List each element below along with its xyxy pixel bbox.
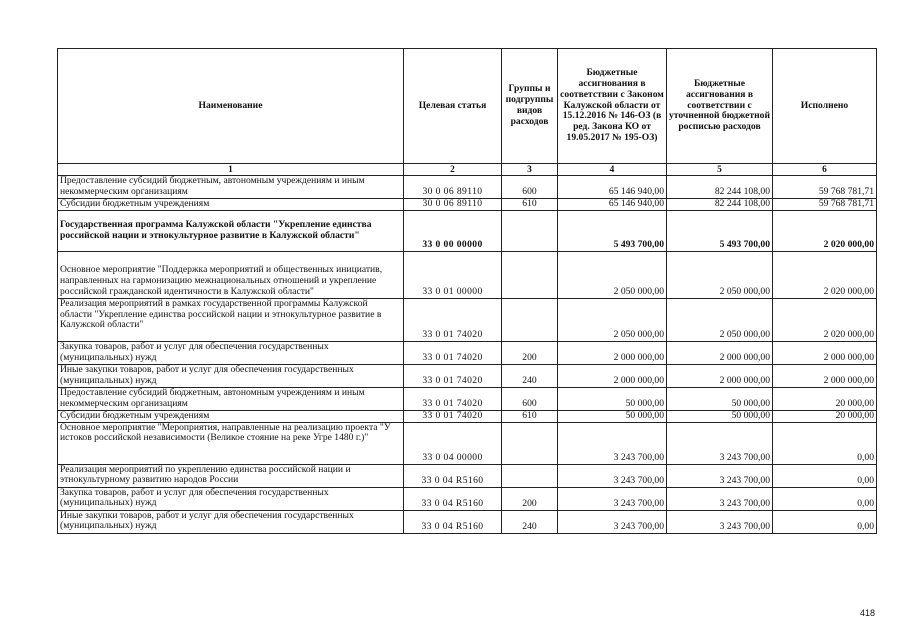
row-executed-amount: 0,00 — [773, 464, 877, 487]
row-target-article: 30 0 06 89110 — [404, 176, 502, 199]
row-name: Государственная программа Калужской области "Укрепление единства российской нации и этнокультурное развитие в Калужской области" — [58, 210, 404, 251]
row-plan-amount: 2 000 000,00 — [667, 364, 773, 387]
table-row — [58, 341, 877, 364]
row-plan-amount: 5 493 700,00 — [667, 210, 773, 251]
row-name: Субсидии бюджетным учреждениям — [58, 199, 404, 211]
row-expense-group: 600 — [502, 176, 558, 199]
row-target-article: 33 0 00 00000 — [404, 210, 502, 251]
row-expense-group — [502, 210, 558, 251]
row-name: Иные закупки товаров, работ и услуг для обеспечения государственных (муниципальных) нужд — [58, 510, 404, 533]
row-law-amount: 50 000,00 — [558, 387, 667, 410]
row-executed-amount: 2 000 000,00 — [773, 341, 877, 364]
table-row — [58, 487, 877, 510]
row-target-article: 33 0 01 74020 — [404, 364, 502, 387]
row-expense-group: 240 — [502, 510, 558, 533]
row-expense-group: 200 — [502, 487, 558, 510]
row-executed-amount: 59 768 781,71 — [773, 176, 877, 199]
row-expense-group — [502, 251, 558, 298]
budget-table — [57, 48, 877, 534]
row-executed-amount: 0,00 — [773, 422, 877, 464]
row-plan-amount: 3 243 700,00 — [667, 422, 773, 464]
column-number: 4 — [558, 164, 667, 176]
table-row — [58, 176, 877, 199]
row-target-article: 33 0 01 00000 — [404, 251, 502, 298]
row-name: Субсидии бюджетным учреждениям — [58, 410, 404, 422]
row-law-amount: 65 146 940,00 — [558, 199, 667, 211]
table-row — [58, 410, 877, 422]
row-law-amount: 2 050 000,00 — [558, 251, 667, 298]
table-row — [58, 364, 877, 387]
row-expense-group — [502, 298, 558, 341]
row-plan-amount: 2 000 000,00 — [667, 341, 773, 364]
row-executed-amount: 2 020 000,00 — [773, 251, 877, 298]
row-expense-group: 200 — [502, 341, 558, 364]
row-plan-amount: 50 000,00 — [667, 387, 773, 410]
row-plan-amount: 3 243 700,00 — [667, 487, 773, 510]
row-law-amount: 65 146 940,00 — [558, 176, 667, 199]
row-expense-group — [502, 464, 558, 487]
row-target-article: 33 0 04 R5160 — [404, 510, 502, 533]
table-row — [58, 210, 877, 251]
row-executed-amount: 20 000,00 — [773, 387, 877, 410]
row-expense-group: 610 — [502, 410, 558, 422]
table-row — [58, 422, 877, 464]
row-law-amount: 3 243 700,00 — [558, 510, 667, 533]
row-name: Реализация мероприятий в рамках государственной программы Калужской области "Укрепление единства российской нации и этнокультурное развитие в Калужской области" — [58, 298, 404, 341]
row-name: Основное мероприятие "Поддержка мероприятий и общественных инициатив, направленных на гармонизацию межнациональных отношений и укрепление российской гражданской идентичности в Калужской области" — [58, 251, 404, 298]
row-name: Закупка товаров, работ и услуг для обеспечения государственных (муниципальных) нужд — [58, 487, 404, 510]
row-plan-amount: 2 050 000,00 — [667, 298, 773, 341]
row-law-amount: 3 243 700,00 — [558, 487, 667, 510]
row-law-amount: 3 243 700,00 — [558, 464, 667, 487]
table-row — [58, 251, 877, 298]
row-law-amount: 2 050 000,00 — [558, 298, 667, 341]
row-expense-group: 600 — [502, 387, 558, 410]
row-target-article: 33 0 01 74020 — [404, 387, 502, 410]
row-target-article: 33 0 04 00000 — [404, 422, 502, 464]
row-executed-amount: 0,00 — [773, 510, 877, 533]
header-revised-allocations: Бюджетные ассигнования в соответствии с уточненной бюджетной росписью расходов — [667, 49, 773, 164]
header-row — [58, 49, 877, 164]
table-row — [58, 387, 877, 410]
row-executed-amount: 59 768 781,71 — [773, 199, 877, 211]
column-number: 2 — [404, 164, 502, 176]
row-name: Предоставление субсидий бюджетным, автономным учреждениям и иным некоммерческим организациям — [58, 176, 404, 199]
column-number: 5 — [667, 164, 773, 176]
row-law-amount: 50 000,00 — [558, 410, 667, 422]
row-plan-amount: 82 244 108,00 — [667, 199, 773, 211]
row-plan-amount: 50 000,00 — [667, 410, 773, 422]
row-expense-group — [502, 422, 558, 464]
row-executed-amount: 20 000,00 — [773, 410, 877, 422]
page-number: 418 — [860, 608, 876, 618]
row-name: Предоставление субсидий бюджетным, автономным учреждениям и иным некоммерческим организациям — [58, 387, 404, 410]
row-target-article: 33 0 01 74020 — [404, 298, 502, 341]
row-name: Закупка товаров, работ и услуг для обеспечения государственных (муниципальных) нужд — [58, 341, 404, 364]
row-target-article: 33 0 04 R5160 — [404, 464, 502, 487]
column-number: 3 — [502, 164, 558, 176]
column-number: 1 — [58, 164, 404, 176]
row-target-article: 33 0 01 74020 — [404, 341, 502, 364]
row-executed-amount: 2 020 000,00 — [773, 210, 877, 251]
header-target-article: Целевая статья — [404, 49, 502, 164]
row-plan-amount: 3 243 700,00 — [667, 510, 773, 533]
row-executed-amount: 2 000 000,00 — [773, 364, 877, 387]
column-number-row — [58, 164, 877, 176]
header-name: Наименование — [58, 49, 404, 164]
row-plan-amount: 3 243 700,00 — [667, 464, 773, 487]
header-expense-groups: Группы и подгруппы видов расходов — [502, 49, 558, 164]
table-row — [58, 464, 877, 487]
row-executed-amount: 2 020 000,00 — [773, 298, 877, 341]
row-law-amount: 2 000 000,00 — [558, 341, 667, 364]
row-law-amount: 3 243 700,00 — [558, 422, 667, 464]
row-name: Иные закупки товаров, работ и услуг для обеспечения государственных (муниципальных) нужд — [58, 364, 404, 387]
row-name: Основное мероприятие "Мероприятия, направленные на реализацию проекта "У истоков российской независимости (Великое стояние на реке Угре 1480 г.)" — [58, 422, 404, 464]
table-row — [58, 199, 877, 211]
row-expense-group: 240 — [502, 364, 558, 387]
row-target-article: 33 0 04 R5160 — [404, 487, 502, 510]
header-law-allocations: Бюджетные ассигнования в соответствии с Законом Калужской области от 15.12.2016 № 146-ОЗ (в ред. Закона КО от 19.05.2017 № 195-ОЗ) — [558, 49, 667, 164]
row-target-article: 33 0 01 74020 — [404, 410, 502, 422]
row-target-article: 30 0 06 89110 — [404, 199, 502, 211]
header-executed: Исполнено — [773, 49, 877, 164]
row-plan-amount: 82 244 108,00 — [667, 176, 773, 199]
column-number: 6 — [773, 164, 877, 176]
row-law-amount: 5 493 700,00 — [558, 210, 667, 251]
table-row — [58, 298, 877, 341]
row-law-amount: 2 000 000,00 — [558, 364, 667, 387]
row-name: Реализация мероприятий по укреплению единства российской нации и этнокультурному развитию народов России — [58, 464, 404, 487]
row-executed-amount: 0,00 — [773, 487, 877, 510]
row-expense-group: 610 — [502, 199, 558, 211]
row-plan-amount: 2 050 000,00 — [667, 251, 773, 298]
table-row — [58, 510, 877, 533]
